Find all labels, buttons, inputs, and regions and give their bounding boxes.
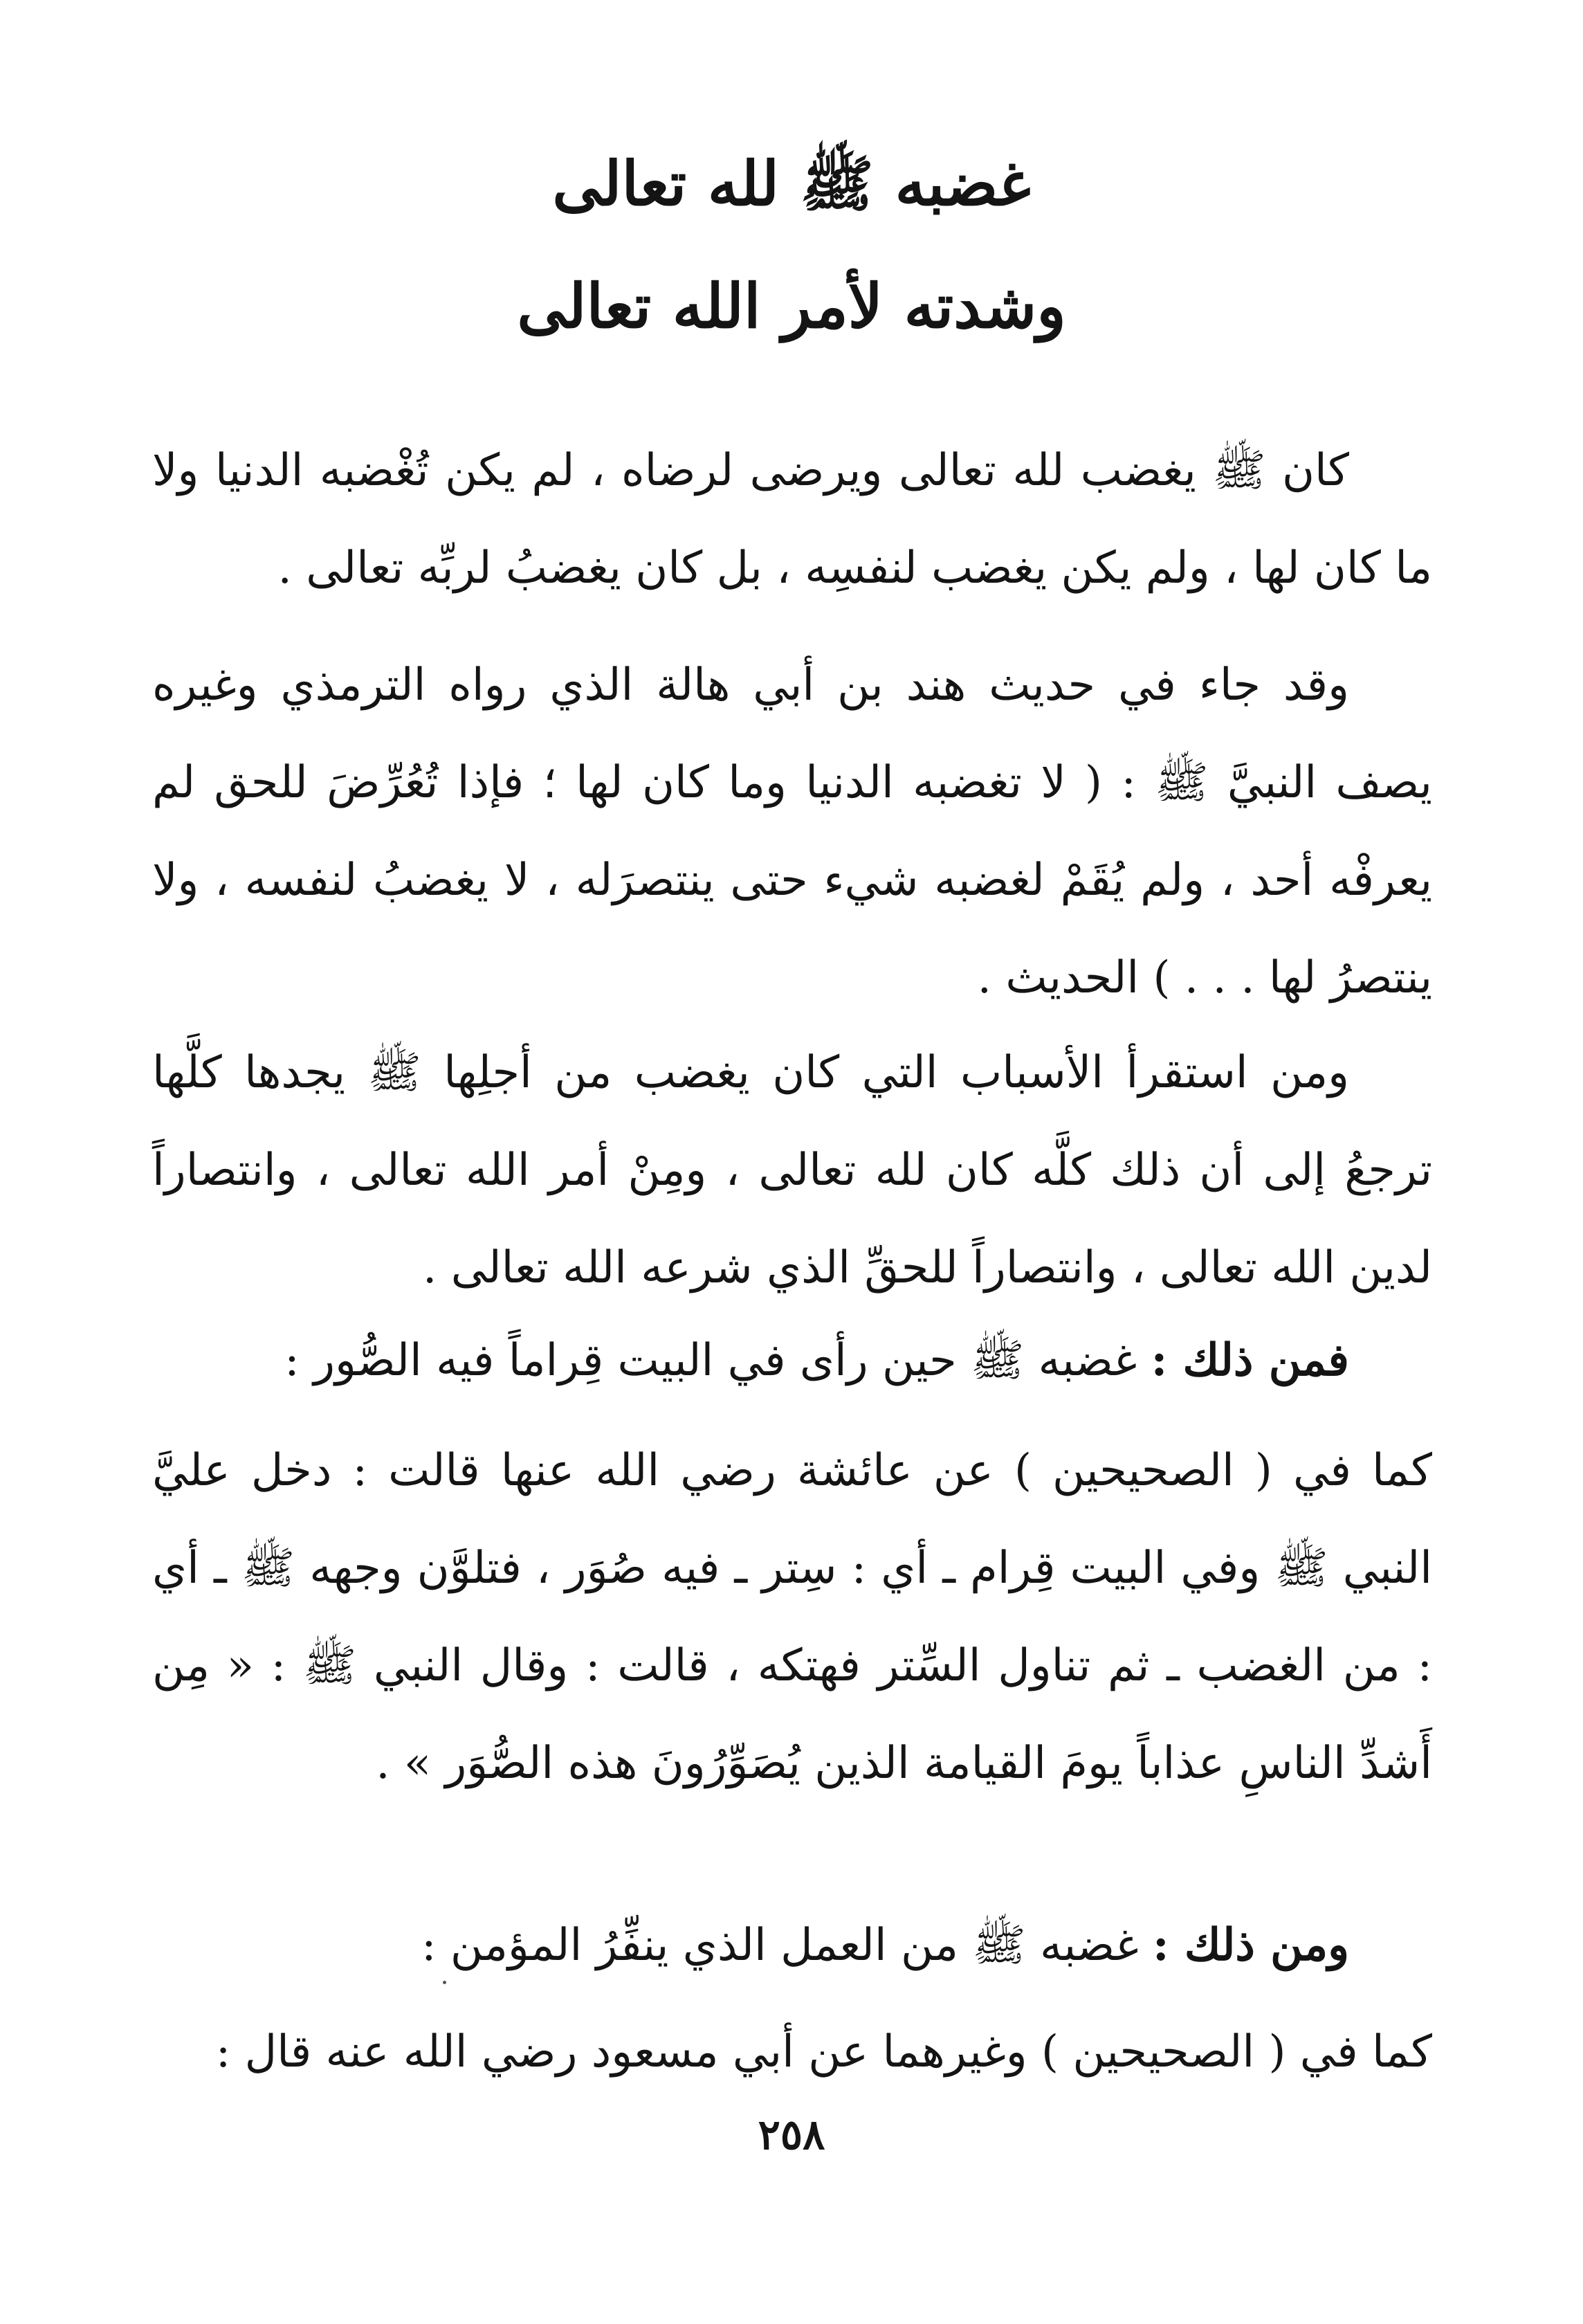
section-heading-rest: غضبه ﷺ من العمل الذي ينفِّرُ المؤمن : (421, 1920, 1153, 1971)
paragraph-3 (152, 1024, 1432, 1317)
page-number: ٢٥٨ (758, 2111, 825, 2159)
section-heading-rest: غضبه ﷺ حين رأى في البيت قِراماً فيه الصُّور : (284, 1335, 1151, 1386)
paragraph-7 (152, 2004, 1432, 2101)
section-heading-lead: ومن ذلك : (1152, 1919, 1349, 1971)
paragraph-6 (152, 1896, 1432, 1995)
paragraph-text: وقد جاء في حديث هند بن أبي هالة الذي رواه الترمذي وغيره يصف النبيَّ ﷺ : ( لا تغضبه الدنيا وما كان لها ؛ فإذا تُعُرِّضَ للحق لم يعرفْه أحد ، ولم يُقَمْ لغضبه شيء حتى ينتصرَله ، لا يغضبُ لنفسه ، ولا ينتصرُ لها . . . ) الحديث . (152, 660, 1433, 1004)
paragraph-1 (152, 422, 1432, 617)
section-heading-lead: فمن ذلك : (1151, 1334, 1349, 1386)
chapter-title-line-2: وشدته لأمر الله تعالى (517, 270, 1066, 342)
section-heading (152, 1896, 1432, 1995)
paragraph-text: كما في ( الصحيحين ) وغيرهما عن أبي مسعود رضي الله عنه قال : (215, 2026, 1432, 2078)
paragraph-text: ومن استقرأ الأسباب التي كان يغضب من أجلِها ﷺ يجدها كلَّها ترجعُ إلى أن ذلك كلَّه كان لله تعالى ، ومِنْ أمر الله تعالى ، وانتصاراً لدين الله تعالى ، وانتصاراً للحقِّ الذي شرعه الله تعالى . (152, 1047, 1433, 1293)
chapter-title-line-1: غضبه ﷺ لله تعالى (552, 147, 1031, 219)
paragraph-4 (152, 1311, 1432, 1410)
paragraph-text: كان ﷺ يغضب لله تعالى ويرضى لرضاه ، لم يكن تُغْضبه الدنيا ولا ما كان لها ، ولم يكن يغضب لنفسِه ، بل كان يغضبُ لربِّه تعالى . (152, 445, 1432, 594)
paragraph-2 (152, 637, 1432, 1027)
section-heading (152, 1311, 1432, 1410)
scan-speck (443, 1981, 446, 1984)
paragraph-5 (152, 1422, 1432, 1813)
paragraph-text: كما في ( الصحيحين ) عن عائشة رضي الله عنها قالت : دخل عليَّ النبي ﷺ وفي البيت قِرام ـ أي : سِتر ـ فيه صُوَر ، فتلوَّن وجهه ﷺ ـ أي : من الغضب ـ ثم تناول السِّتر فهتكه ، قالت : وقال النبي ﷺ : « مِن أَشدِّ الناسِ عذاباً يومَ القيامة الذين يُصَوِّرُونَ هذه الصُّوَر » . (152, 1445, 1432, 1789)
